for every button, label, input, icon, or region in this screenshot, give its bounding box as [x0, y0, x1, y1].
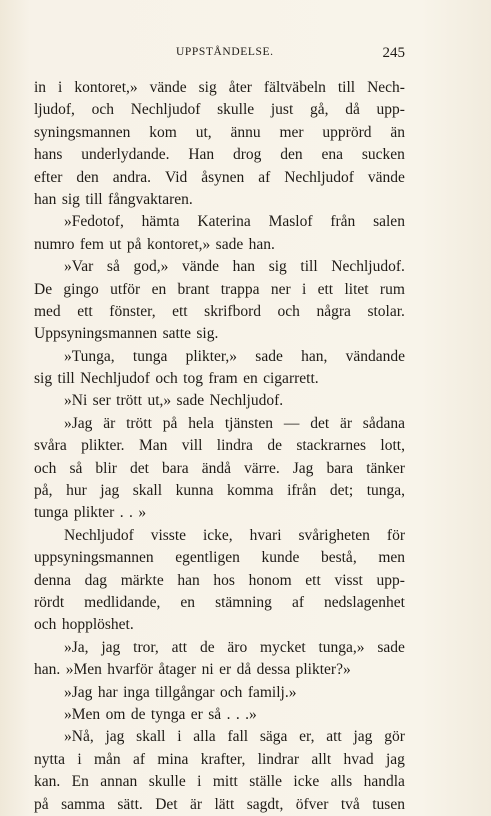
text-line: han. »Men hvarför åtager ni er då dessa plikter?»	[34, 661, 351, 679]
text-line: nytta i mån af mina krafter, lindrar allt hvad jag	[34, 750, 405, 768]
text-line: han sig till fångvaktaren.	[34, 190, 193, 208]
text-line: rördt medlidande, en stämning af nedslagenhet	[34, 593, 405, 611]
text-line: numro fem ut på kontoret,» sade han.	[34, 235, 275, 253]
text-line: »Fedotof, hämta Katerina Maslof från salen	[64, 213, 405, 231]
text-line: kan. En annan skulle i mitt ställe icke alls handla	[34, 773, 405, 791]
text-line: in i kontoret,» vände sig åter fältväbeln till Nech-	[34, 79, 405, 96]
text-line: och så blir det bara ändå värre. Jag bara tänker	[34, 459, 405, 477]
text-line: sig till Nechljudof och tog fram en cigarrett.	[34, 370, 319, 388]
text-line: »Men om de tynga er så . . .»	[64, 705, 257, 723]
text-line: och hopplöshet.	[34, 616, 134, 634]
text-line: med ett fönster, ett skrifbord och några stolar.	[34, 302, 405, 320]
running-head: UPPSTÅNDELSE.	[176, 46, 274, 58]
text-line: denna dag märkte han hos honom ett visst upp-	[34, 571, 405, 589]
text-line: Uppsyningsmannen satte sig.	[34, 325, 219, 343]
text-line: på, hur jag skall kunna komma ifrån det; tunga,	[34, 482, 405, 500]
text-line: »Var så god,» vände han sig till Nechljudof.	[64, 258, 405, 276]
text-line: svåra plikter. Man vill lindra de stackrarnes lott,	[34, 437, 405, 455]
text-line: på samma sätt. Det är lätt sagdt, öfver två tusen	[34, 795, 405, 813]
text-line: »Nå, jag skall i alla fall säga er, att jag gör	[64, 728, 405, 746]
text-line: hans underlydande. Han drog den ena sucken	[34, 146, 405, 164]
text-line: »Ni ser trött ut,» sade Nechljudof.	[64, 392, 284, 410]
text-line: ljudof, och Nechljudof skulle just gå, då upp-	[34, 101, 405, 119]
page-number: 245	[382, 45, 405, 61]
text-line: efter den andra. Vid åsynen af Nechljudof vände	[34, 168, 405, 186]
body-text	[34, 77, 405, 816]
text-line: uppsyningsmannen egentligen kunde bestå, men	[34, 549, 405, 567]
text-line: »Jag har inga tillgångar och familj.»	[64, 683, 297, 701]
text-line: »Ja, jag tror, att de äro mycket tunga,» sade	[64, 638, 405, 656]
text-line: tunga plikter . . »	[34, 504, 147, 522]
page-header	[34, 46, 405, 64]
text-line: »Jag är trött på hela tjänsten — det är sådana	[64, 414, 405, 432]
text-line: De gingo utför en brant trappa ner i ett litet rum	[34, 280, 405, 298]
text-line: syningsmannen kom ut, ännu mer upprörd än	[34, 123, 405, 141]
text-line: »Tunga, tunga plikter,» sade han, vändande	[64, 347, 405, 365]
text-line: Nechljudof visste icke, hvari svårigheten för	[64, 526, 405, 544]
